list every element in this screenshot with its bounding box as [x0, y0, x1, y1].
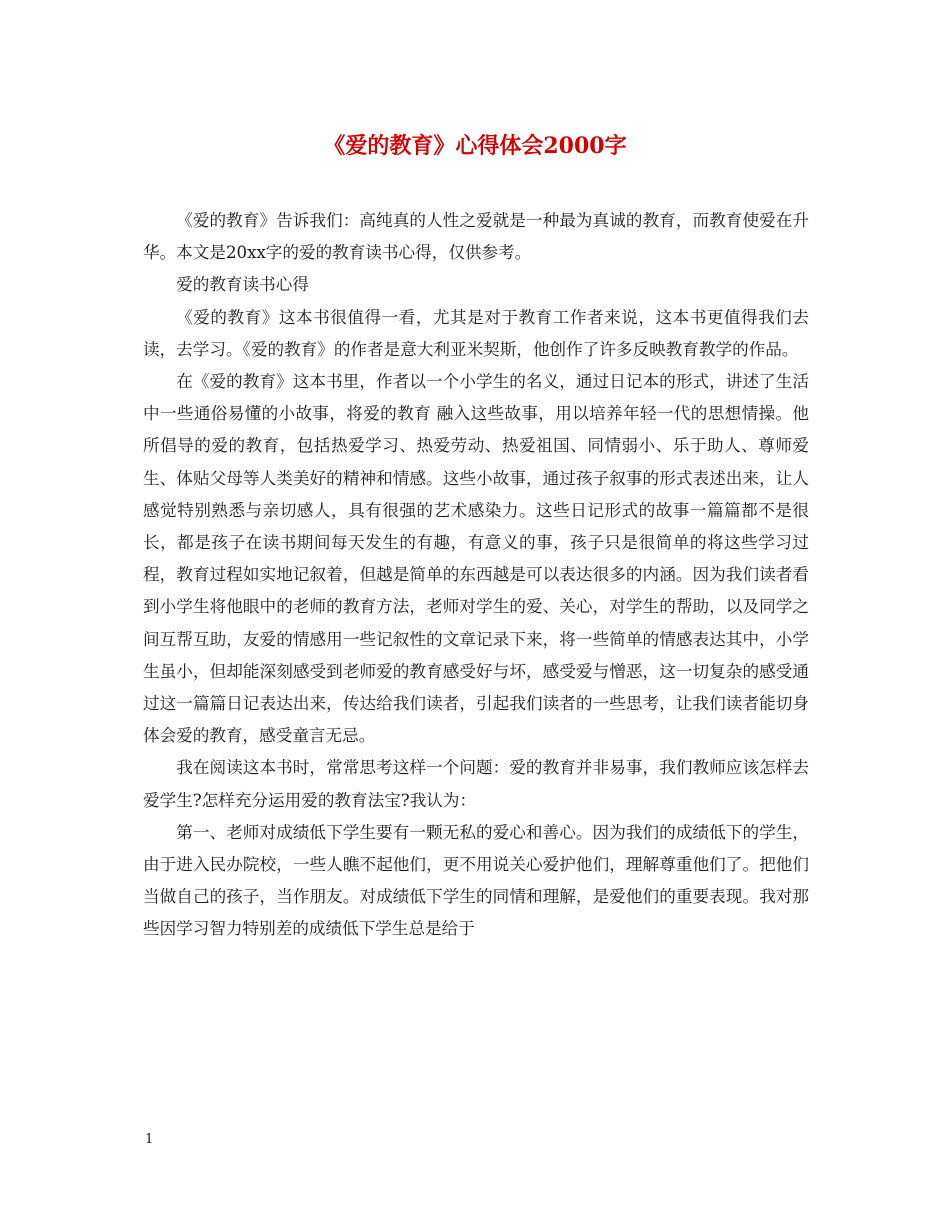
document-title: 《爱的教育》心得体会2000字 [323, 133, 627, 159]
document-body [143, 205, 809, 946]
paragraph-intro: 《爱的教育》告诉我们：高纯真的人性之爱就是一种最为真诚的教育，而教育使爱在升华。本文是20xx字的爱的教育读书心得，仅供参考。 [143, 211, 809, 263]
page-number: 1 [145, 1132, 154, 1147]
paragraph: 我在阅读这本书时，常常思考这样一个问题：爱的教育并非易事，我们教师应该怎样去爱学生?怎样充分运用爱的教育法宝?我认为： [143, 758, 809, 810]
paragraph: 第一、老师对成绩低下学生要有一颗无私的爱心和善心。因为我们的成绩低下的学生，由于进入民办院校，一些人瞧不起他们，更不用说关心爱护他们，理解尊重他们了。把他们当做自己的孩子，当作朋友。对成绩低下学生的同情和理解，是爱他们的重要表现。我对那些因学习智力特别差的成绩低下学生总是给于 [143, 822, 809, 939]
paragraph: 《爱的教育》这本书很值得一看，尤其是对于教育工作者来说，这本书更值得我们去读，去学习。《爱的教育》的作者是意大利亚米契斯，他创作了许多反映教育教学的作品。 [143, 307, 809, 359]
paragraph: 在《爱的教育》这本书里，作者以一个小学生的名义，通过日记本的形式，讲述了生活中一些通俗易懂的小故事，将爱的教育 融入这些故事，用以培养年轻一代的思想情操。他所倡导的爱的教育，包括热爱学习、热爱劳动、热爱祖国、同情弱小、乐于助人、尊师爱生、体贴父母等人类美好的精神和情感。这些小故事，通过孩子叙事的形式表述出来，让人感觉特别熟悉与亲切感人，具有很强的艺术感染力。这些日记形式的故事一篇篇都不是很长，都是孩子在读书期间每天发生的有趣，有意义的事，孩子只是很简单的将这些学习过程，教育过程如实地记叙着，但越是简单的东西越是可以表达很多的内涵。因为我们读者看到小学生将他眼中的老师的教育方法，老师对学生的爱、关心，对学生的帮助，以及同学之间互帮互助，友爱的情感用一些记叙性的文章记录下来，将一些简单的情感表达其中，小学生虽小，但却能深刻感受到老师爱的教育感受好与坏，感受爱与憎恶，这一切复杂的感受通过这一篇篇日记表达出来，传达给我们读者，引起我们读者的一些思考，让我们读者能切身体会爱的教育，感受童言无忌。 [143, 372, 809, 746]
paragraph-subheading: 爱的教育读书心得 [176, 275, 309, 295]
